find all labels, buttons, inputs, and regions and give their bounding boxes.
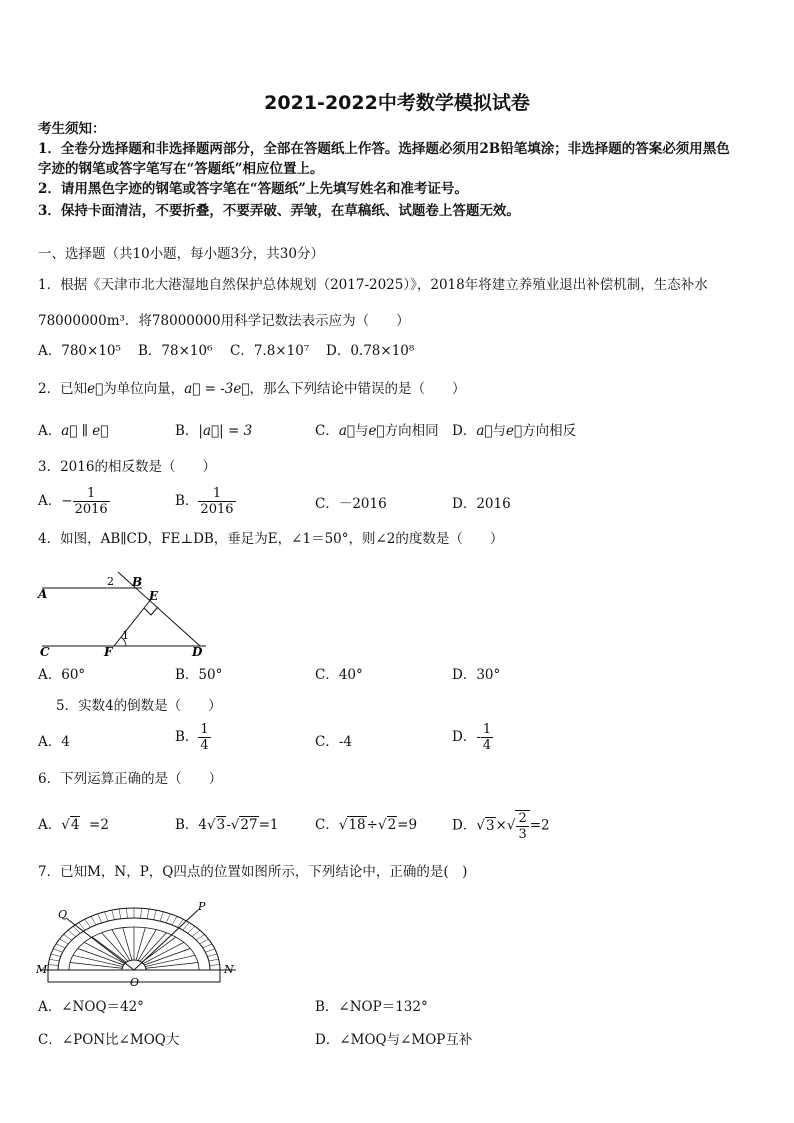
question-6-option-c: C．√18÷√2=9 [315,817,418,833]
parallel-lines-figure [34,568,214,658]
question-1-option-c: C．7.8×10⁷ [230,343,310,359]
question-4-option-a: A．60° [38,667,86,683]
question-4-option-c: C．40° [315,667,363,683]
question-1-stem: 1．根据《天津市北大港湿地自然保护总体规划（2017-2025）》，2018年将建立养殖业退出补偿机制，生态补水 [38,277,708,293]
notice-item: 2．请用黑色字迹的钢笔或答字笔在“答题纸”上先填写姓名和准考证号。 [38,181,468,197]
notice-heading: 考生须知： [38,121,106,137]
question-7-option-b: B．∠NOP＝132° [315,999,428,1015]
question-5-stem: 5．实数4的倒数是（ ） [56,698,222,714]
question-2-option-b: B．|a⃗| = 3 [175,423,253,439]
question-2-option-a: A．a⃗ ∥ e⃗ [38,423,109,439]
question-1-option-d: D．0.78×10⁸ [326,343,415,359]
question-3-option-b: B． $\frac{1}{2016}$ [175,486,234,517]
question-1-option-a: A．780×10⁵ [38,343,121,359]
label-a: A [38,587,48,601]
question-3-option-d: D．2016 [452,496,511,512]
question-5-option-c: C．-4 [315,734,352,750]
question-5-option-b: B． $\frac{1}{4}$ [175,722,209,753]
question-6-option-d: D．√3×√ $\frac{2}{3}$ =2 [452,811,550,842]
question-6-option-a: A．√4 =2 [38,817,109,833]
question-6-stem: 6．下列运算正确的是（ ） [38,771,223,787]
label-b: B [132,575,143,589]
question-5-option-d: D．- $\frac{1}{4}$ [452,722,492,753]
point-m-label: M [36,963,48,976]
vector-e: e⃗ [87,381,104,397]
question-1-option-b: B．78×10⁶ [138,343,213,359]
label-f: F [104,645,113,658]
question-3-option-a: A．− $\frac{1}{2016}$ [38,486,108,517]
question-3-stem: 3．2016的相反数是（ ） [38,459,216,475]
question-7-option-d: D．∠MOQ与∠MOP互补 [315,1032,473,1048]
label-e: E [149,589,159,603]
section-heading: 一、选择题（共10小题，每小题3分，共30分） [38,246,324,262]
question-2-option-d: D．a⃗与e⃗方向相反 [452,423,577,439]
point-o-label: O [130,976,140,989]
page-title: 2021-2022中考数学模拟试卷 [264,92,530,114]
question-7-option-a: A．∠NOQ＝42° [38,999,144,1015]
question-4-option-d: D．30° [452,667,501,683]
label-c: C [40,645,50,658]
question-6-option-b: B．4√3-√27=1 [175,817,279,833]
point-n-label: N [224,963,234,976]
point-q-label: Q [58,908,68,921]
question-5-option-a: A．4 [38,734,70,750]
angle-1-label: 1 [122,629,129,642]
notice-item: 1．全卷分选择题和非选择题两部分，全部在答题纸上作答。选择题必须用2B铅笔填涂；非选择题的答案必须用黑色 [38,141,730,157]
question-1-stem-cont: 78000000m³．将78000000用科学记数法表示应为（ ） [38,313,410,329]
question-2-stem: 2．已知e⃗为单位向量，a⃗ = -3e⃗，那么下列结论中错误的是（ ） [38,381,466,397]
question-7-option-c: C．∠PON比∠MOQ大 [38,1032,180,1048]
question-4-stem: 4．如图，AB∥CD，FE⊥DB，垂足为E，∠1＝50°，则∠2的度数是（ ） [38,531,504,547]
question-3-option-c: C．－2016 [315,496,387,512]
question-7-stem: 7．已知M，N，P，Q四点的位置如图所示，下列结论中，正确的是( ) [38,864,468,880]
protractor-figure [36,896,242,992]
question-4-option-b: B．50° [175,667,223,683]
label-d: D [192,645,203,658]
question-2-option-c: C．a⃗与e⃗方向相同 [315,423,439,439]
angle-2-label: 2 [107,575,114,588]
notice-item: 3．保持卡面清洁，不要折叠，不要弄破、弄皱，在草稿纸、试题卷上答题无效。 [38,203,520,219]
notice-item: 字迹的钢笔或答字笔写在“答题纸”相应位置上。 [38,161,324,177]
vector-equation: a⃗ = -3e⃗ [184,381,250,397]
point-p-label: P [198,900,206,913]
